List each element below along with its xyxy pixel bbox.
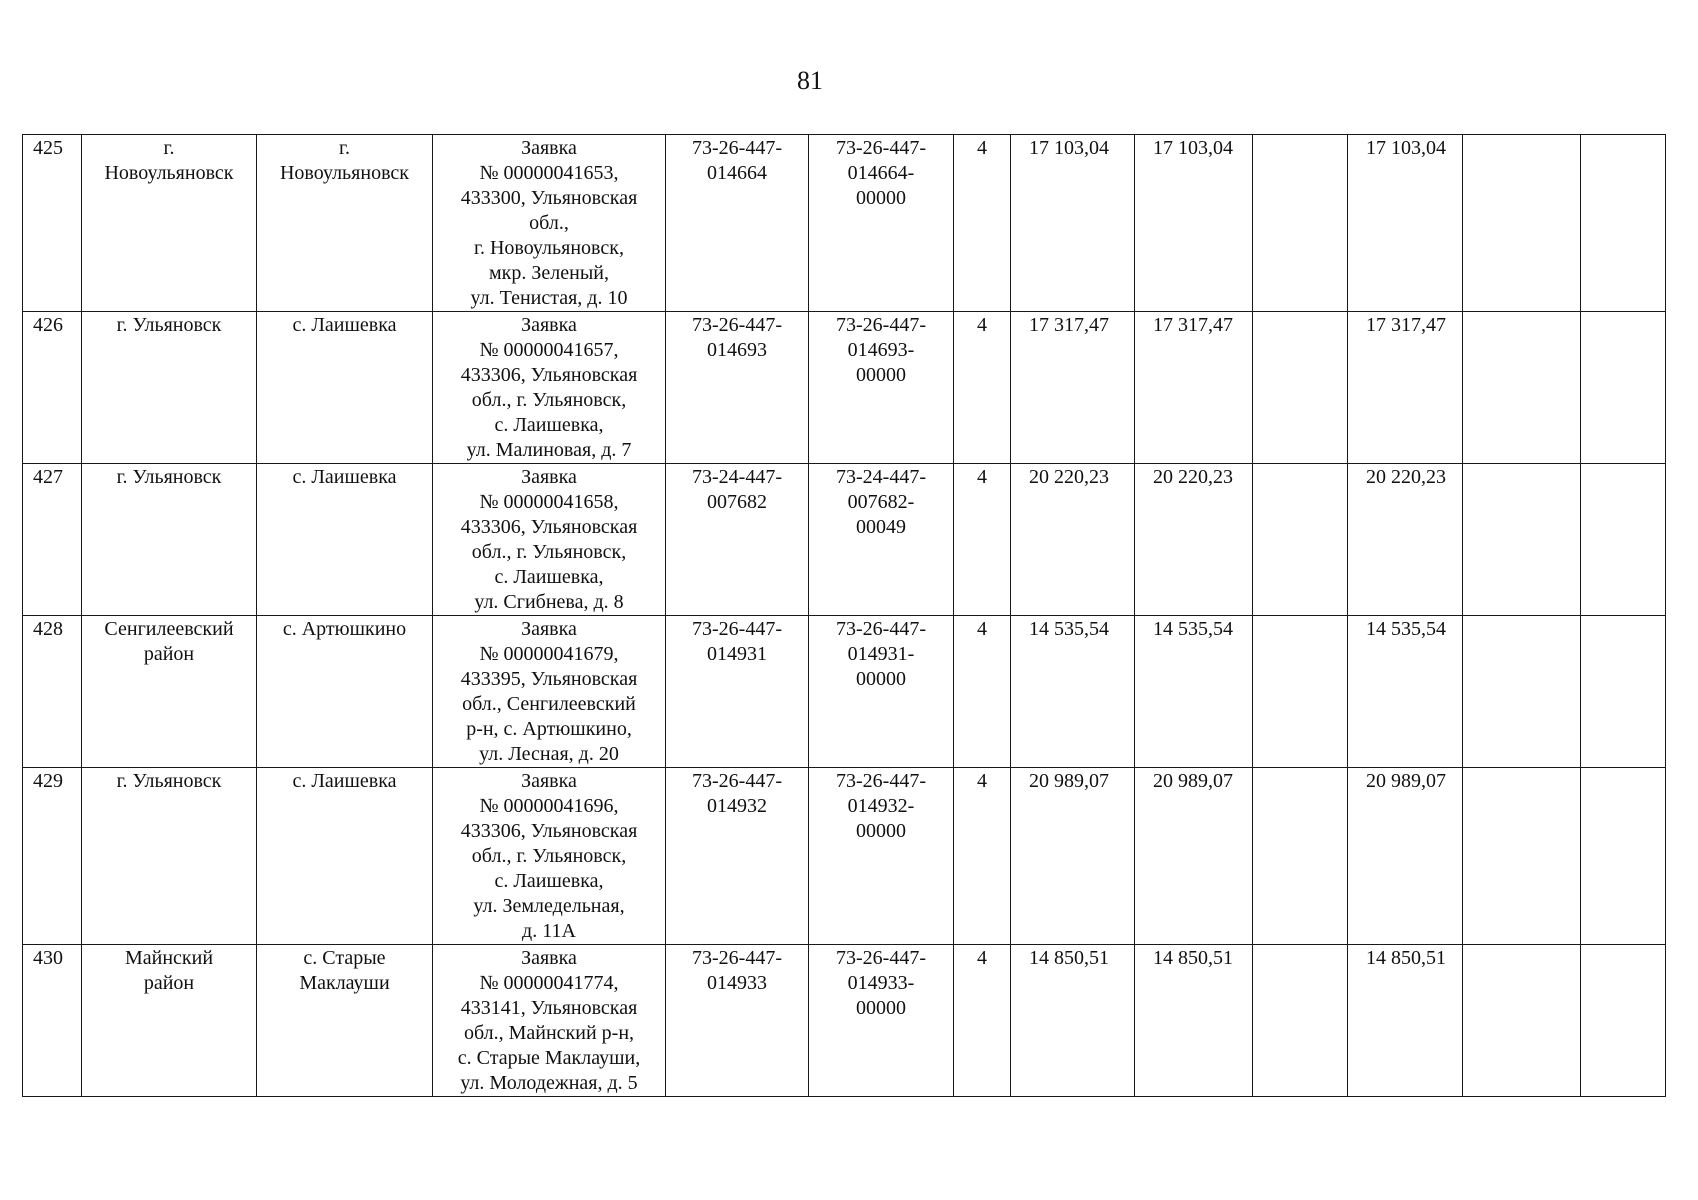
table-row (23, 464, 1666, 616)
extra-2-cell (1581, 135, 1666, 312)
code-2-line: 014933- (847, 972, 915, 994)
code-1-cell (666, 945, 809, 1097)
code-1-cell (666, 768, 809, 945)
code-1-line: 014931 (707, 643, 767, 665)
locality-cell (257, 616, 433, 768)
district-cell (82, 768, 257, 945)
request-line: ул. Молодежная, д. 5 (460, 1072, 638, 1094)
code-2-line: 00000 (856, 187, 906, 209)
request-line: № 00000041774, (479, 972, 619, 994)
amount-2-value: 17 103,04 (1153, 137, 1233, 159)
request-line: ул. Земледельная, (473, 895, 625, 917)
request-line: Заявка (521, 618, 577, 640)
code-2-cell (809, 312, 954, 464)
amount-4-cell (1348, 616, 1463, 768)
table-row (23, 616, 1666, 768)
amount-3-cell (1253, 945, 1348, 1097)
request-line: № 00000041657, (479, 339, 619, 361)
request-line: Заявка (521, 947, 577, 969)
qty-value: 4 (977, 314, 987, 336)
district-line: г. Ульяновск (116, 314, 222, 336)
extra-2-cell (1581, 464, 1666, 616)
code-1-line: 73-26-447- (692, 770, 782, 792)
qty-value: 4 (977, 137, 987, 159)
amount-4-cell (1348, 464, 1463, 616)
request-line: Заявка (521, 137, 577, 159)
extra-1-cell (1463, 945, 1581, 1097)
locality-line: с. Лаишевка (292, 770, 397, 792)
extra-2-cell (1581, 768, 1666, 945)
page-number: 81 (797, 66, 823, 95)
code-1-cell (666, 616, 809, 768)
table-row (23, 312, 1666, 464)
amount-1-value: 17 103,04 (1029, 137, 1109, 159)
amount-2-value: 20 989,07 (1153, 770, 1233, 792)
amount-2-cell (1135, 616, 1253, 768)
district-line: г. Ульяновск (116, 466, 222, 488)
qty-cell (954, 616, 1011, 768)
amount-1-cell (1011, 616, 1135, 768)
request-line: № 00000041658, (479, 491, 619, 513)
amount-2-value: 20 220,23 (1153, 466, 1233, 488)
request-line: с. Лаишевка, (494, 566, 604, 588)
amount-2-value: 14 850,51 (1153, 947, 1233, 969)
amount-4-value: 20 220,23 (1366, 466, 1446, 488)
data-table (22, 134, 1666, 1097)
amount-4-cell (1348, 945, 1463, 1097)
extra-1-cell (1463, 768, 1581, 945)
locality-line: с. Лаишевка (292, 466, 397, 488)
code-2-cell (809, 135, 954, 312)
amount-2-cell (1135, 312, 1253, 464)
locality-line: Новоульяновск (279, 162, 410, 184)
code-1-line: 73-24-447- (692, 466, 782, 488)
amount-1-value: 14 850,51 (1029, 947, 1109, 969)
code-2-line: 014693- (847, 339, 915, 361)
code-1-line: 014932 (707, 795, 767, 817)
locality-line: с. Лаишевка (292, 314, 397, 336)
request-line: 433395, Ульяновская (460, 668, 638, 690)
district-cell (82, 464, 257, 616)
request-line: обл., г. Ульяновск, (471, 389, 627, 411)
request-cell (433, 768, 666, 945)
qty-cell (954, 464, 1011, 616)
locality-line: Маклауши (299, 972, 390, 994)
row-number: 428 (33, 618, 63, 640)
qty-cell (954, 135, 1011, 312)
request-line: 433306, Ульяновская (460, 516, 638, 538)
amount-1-value: 20 989,07 (1029, 770, 1109, 792)
code-2-line: 73-26-447- (836, 770, 926, 792)
request-line: Заявка (521, 466, 577, 488)
code-2-line: 73-26-447- (836, 137, 926, 159)
code-2-cell (809, 616, 954, 768)
code-2-line: 014664- (847, 162, 915, 184)
code-2-line: 73-26-447- (836, 618, 926, 640)
amount-4-value: 17 103,04 (1366, 137, 1446, 159)
request-cell (433, 616, 666, 768)
locality-cell (257, 945, 433, 1097)
request-line: 433306, Ульяновская (460, 364, 638, 386)
amount-4-value: 17 317,47 (1366, 314, 1446, 336)
request-line: обл., Майнский р-н, (463, 1022, 635, 1044)
extra-1-cell (1463, 312, 1581, 464)
amount-1-cell (1011, 464, 1135, 616)
extra-2-cell (1581, 945, 1666, 1097)
amount-2-cell (1135, 135, 1253, 312)
request-line: с. Лаишевка, (494, 414, 604, 436)
row-number-cell (23, 312, 82, 464)
district-cell (82, 135, 257, 312)
district-line: г. Ульяновск (116, 770, 222, 792)
amount-1-cell (1011, 312, 1135, 464)
request-line: № 00000041696, (479, 795, 619, 817)
district-line: Сенгилеевский (104, 618, 234, 640)
amount-2-value: 17 317,47 (1153, 314, 1233, 336)
code-1-cell (666, 312, 809, 464)
code-1-cell (666, 135, 809, 312)
request-line: № 00000041653, (479, 162, 619, 184)
code-1-line: 73-26-447- (692, 137, 782, 159)
amount-3-cell (1253, 135, 1348, 312)
row-number: 426 (33, 314, 63, 336)
code-2-line: 00000 (856, 364, 906, 386)
district-cell (82, 616, 257, 768)
district-line: Майнский (124, 947, 214, 969)
amount-2-value: 14 535,54 (1153, 618, 1233, 640)
locality-cell (257, 312, 433, 464)
locality-line: г. (339, 137, 350, 159)
code-2-cell (809, 768, 954, 945)
locality-cell (257, 135, 433, 312)
request-line: д. 11А (522, 920, 576, 942)
qty-value: 4 (977, 947, 987, 969)
amount-1-cell (1011, 945, 1135, 1097)
district-line: район (143, 643, 195, 665)
request-line: мкр. Зеленый, (489, 262, 609, 284)
request-cell (433, 135, 666, 312)
row-number-cell (23, 768, 82, 945)
request-cell (433, 464, 666, 616)
amount-4-value: 14 850,51 (1366, 947, 1446, 969)
request-line: Заявка (521, 314, 577, 336)
amount-1-value: 17 317,47 (1029, 314, 1109, 336)
extra-2-cell (1581, 616, 1666, 768)
district-line: район (143, 972, 195, 994)
request-line: с. Лаишевка, (494, 870, 604, 892)
request-line: 433141, Ульяновская (460, 997, 638, 1019)
code-2-line: 014932- (847, 795, 915, 817)
extra-1-cell (1463, 616, 1581, 768)
amount-3-cell (1253, 464, 1348, 616)
qty-value: 4 (977, 770, 987, 792)
code-2-line: 007682- (847, 491, 915, 513)
code-2-line: 73-24-447- (836, 466, 926, 488)
code-2-line: 014931- (847, 643, 915, 665)
extra-2-cell (1581, 312, 1666, 464)
request-line: обл., Сенгилеевский (462, 693, 636, 715)
row-number: 429 (33, 770, 63, 792)
request-line: обл., (529, 212, 569, 234)
amount-1-cell (1011, 768, 1135, 945)
code-1-line: 014664 (707, 162, 767, 184)
request-line: 433306, Ульяновская (460, 820, 638, 842)
code-1-line: 73-26-447- (692, 618, 782, 640)
amount-4-cell (1348, 312, 1463, 464)
code-2-line: 00000 (856, 997, 906, 1019)
extra-1-cell (1463, 464, 1581, 616)
code-1-line: 014693 (707, 339, 767, 361)
amount-3-cell (1253, 768, 1348, 945)
table-row (23, 945, 1666, 1097)
code-2-line: 00000 (856, 820, 906, 842)
qty-cell (954, 312, 1011, 464)
request-line: № 00000041679, (479, 643, 619, 665)
amount-4-value: 14 535,54 (1366, 618, 1446, 640)
code-2-cell (809, 464, 954, 616)
district-line: г. (163, 137, 175, 159)
amount-3-cell (1253, 312, 1348, 464)
extra-1-cell (1463, 135, 1581, 312)
table-row (23, 135, 1666, 312)
amount-2-cell (1135, 945, 1253, 1097)
request-line: ул. Лесная, д. 20 (479, 743, 619, 765)
request-line: обл., г. Ульяновск, (471, 541, 627, 563)
amount-4-cell (1348, 135, 1463, 312)
amount-2-cell (1135, 464, 1253, 616)
row-number-cell (23, 945, 82, 1097)
request-line: ул. Тенистая, д. 10 (470, 287, 628, 309)
qty-value: 4 (977, 618, 987, 640)
amount-4-value: 20 989,07 (1366, 770, 1446, 792)
locality-line: с. Артюшкино (282, 618, 407, 640)
table-row (23, 768, 1666, 945)
code-1-line: 007682 (707, 491, 767, 513)
code-1-cell (666, 464, 809, 616)
code-1-line: 73-26-447- (692, 314, 782, 336)
amount-1-value: 20 220,23 (1029, 466, 1109, 488)
request-line: обл., г. Ульяновск, (471, 845, 627, 867)
request-line: Заявка (521, 770, 577, 792)
request-line: 433300, Ульяновская (460, 187, 638, 209)
district-line: Новоульяновск (104, 162, 234, 184)
amount-4-cell (1348, 768, 1463, 945)
code-1-line: 014933 (707, 972, 767, 994)
district-cell (82, 312, 257, 464)
amount-1-cell (1011, 135, 1135, 312)
request-line: р-н, с. Артюшкино, (466, 718, 632, 740)
code-2-line: 00000 (856, 668, 906, 690)
code-1-line: 73-26-447- (692, 947, 782, 969)
request-cell (433, 312, 666, 464)
row-number: 427 (33, 466, 63, 488)
code-2-line: 73-26-447- (836, 947, 926, 969)
request-cell (433, 945, 666, 1097)
code-2-cell (809, 945, 954, 1097)
code-2-line: 73-26-447- (836, 314, 926, 336)
row-number-cell (23, 464, 82, 616)
locality-line: с. Старые (303, 947, 386, 969)
row-number-cell (23, 616, 82, 768)
row-number: 430 (33, 947, 63, 969)
request-line: ул. Малиновая, д. 7 (466, 439, 632, 461)
locality-cell (257, 768, 433, 945)
request-line: г. Новоульяновск, (474, 237, 624, 259)
district-cell (82, 945, 257, 1097)
locality-cell (257, 464, 433, 616)
request-line: с. Старые Маклауши, (457, 1047, 641, 1069)
request-line: ул. Сгибнева, д. 8 (474, 591, 624, 613)
qty-value: 4 (977, 466, 987, 488)
qty-cell (954, 945, 1011, 1097)
amount-1-value: 14 535,54 (1029, 618, 1109, 640)
qty-cell (954, 768, 1011, 945)
table-body (23, 135, 1666, 1097)
row-number: 425 (33, 137, 63, 159)
amount-3-cell (1253, 616, 1348, 768)
amount-2-cell (1135, 768, 1253, 945)
code-2-line: 00049 (856, 516, 906, 538)
row-number-cell (23, 135, 82, 312)
